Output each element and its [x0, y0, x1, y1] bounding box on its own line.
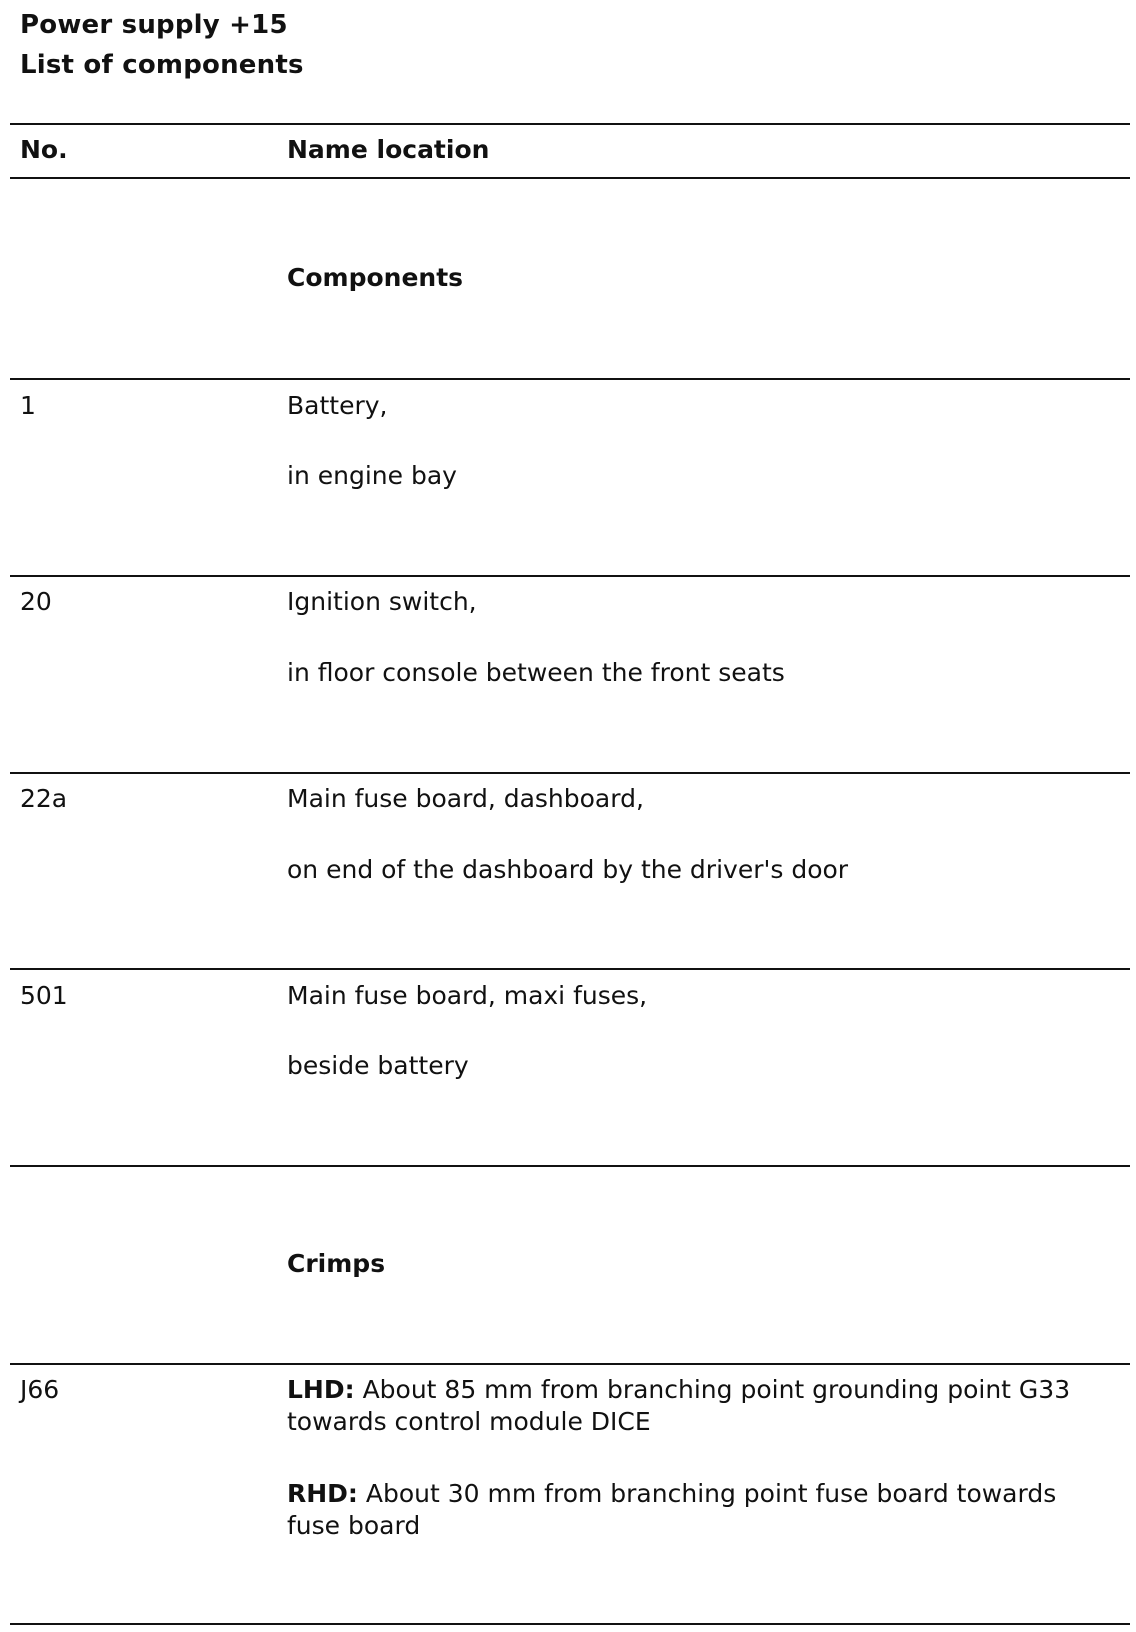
crimp-lhd-description [287, 1374, 1107, 1438]
row-rule [10, 1165, 1130, 1167]
crimp-lhd-text: About 85 mm from branching point grounding point G33 towards control module DICE [287, 1375, 1071, 1436]
table-header-rule [10, 177, 1130, 179]
component-name: Main fuse board, maxi fuses, [287, 981, 648, 1010]
column-header-name-location: Name location [287, 135, 490, 164]
row-rule [10, 968, 1130, 970]
crimp-rhd-text: About 30 mm from branching point fuse board towards fuse board [287, 1479, 1057, 1540]
crimp-rhd-description [287, 1478, 1107, 1542]
component-location: in engine bay [287, 461, 457, 490]
crimp-no: J66 [20, 1375, 60, 1404]
crimp-lhd-label: LHD: [287, 1375, 355, 1404]
column-header-no: No. [20, 135, 68, 164]
component-location: in floor console between the front seats [287, 658, 785, 687]
row-rule [10, 378, 1130, 380]
component-name: Ignition switch, [287, 587, 477, 616]
component-location: beside battery [287, 1051, 469, 1080]
section-heading-crimps: Crimps [287, 1249, 386, 1278]
component-no: 20 [20, 587, 52, 616]
component-name: Main fuse board, dashboard, [287, 784, 644, 813]
section-heading-components: Components [287, 263, 464, 292]
table-top-rule [10, 123, 1130, 125]
row-rule [10, 575, 1130, 577]
component-name: Battery, [287, 391, 388, 420]
table-bottom-rule [10, 1623, 1130, 1625]
row-rule [10, 1363, 1130, 1365]
row-rule [10, 772, 1130, 774]
component-location: on end of the dashboard by the driver's door [287, 855, 849, 884]
page-subtitle: List of components [20, 50, 304, 80]
component-no: 1 [20, 391, 36, 420]
crimp-rhd-label: RHD: [287, 1479, 358, 1508]
component-no: 501 [20, 981, 68, 1010]
page-title: Power supply +15 [20, 10, 288, 40]
component-no: 22a [20, 784, 68, 813]
